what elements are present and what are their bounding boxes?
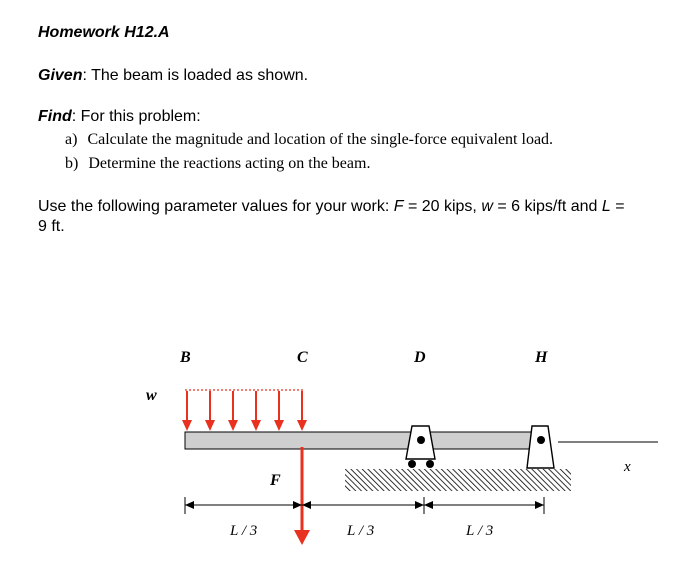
roller-support-D: [406, 426, 435, 468]
parameters-line2: 9 ft.: [38, 218, 65, 235]
distributed-load: [182, 390, 307, 431]
label-H: H: [535, 349, 548, 366]
param-L-symbol: L: [601, 198, 611, 215]
find-item-a-text: Calculate the magnitude and location of the single-force equivalent load.: [87, 131, 554, 148]
param-F-value: = 20 kips,: [403, 198, 482, 215]
dimension-label: L / 3: [347, 523, 375, 539]
label-x: x: [624, 459, 631, 475]
find-item-a-marker: a): [65, 131, 78, 148]
load-arrow: [297, 391, 307, 431]
load-arrow: [274, 391, 284, 431]
label-w: w: [146, 387, 157, 404]
dimension-label: L / 3: [230, 523, 258, 539]
find-label: Find: [38, 108, 72, 125]
pin-H: [537, 436, 545, 444]
param-w-symbol: w: [481, 198, 493, 215]
dimension-label: L / 3: [466, 523, 494, 539]
pin-support-H: [527, 426, 554, 468]
parameters-intro: Use the following parameter values for your work:: [38, 198, 394, 215]
find-text: : For this problem:: [71, 108, 201, 125]
dimension-line: [185, 497, 544, 514]
find-item-b-marker: b): [65, 155, 79, 172]
pin-support-body: [527, 426, 554, 468]
label-D: D: [414, 349, 426, 366]
pin-D: [417, 436, 425, 444]
roller-wheel: [408, 460, 416, 468]
beam: [185, 432, 533, 449]
label-B: B: [180, 349, 191, 366]
roller-wheel: [426, 460, 434, 468]
label-F: F: [270, 472, 281, 489]
load-arrow: [251, 391, 261, 431]
given-label: Given: [38, 67, 83, 84]
load-arrow: [228, 391, 238, 431]
find-item-b-text: Determine the reactions acting on the beam.: [88, 155, 371, 172]
load-arrow: [205, 391, 215, 431]
ground-hatch: [345, 469, 571, 491]
label-C: C: [297, 349, 308, 366]
homework-title: Homework H12.A: [38, 24, 170, 41]
param-w-value: = 6 kips/ft and: [492, 198, 602, 215]
given-text: : The beam is loaded as shown.: [82, 67, 309, 84]
param-F-symbol: F: [393, 198, 404, 215]
load-arrow: [182, 391, 192, 431]
force-F-arrow: [294, 447, 310, 545]
param-L-equals: =: [610, 198, 625, 215]
